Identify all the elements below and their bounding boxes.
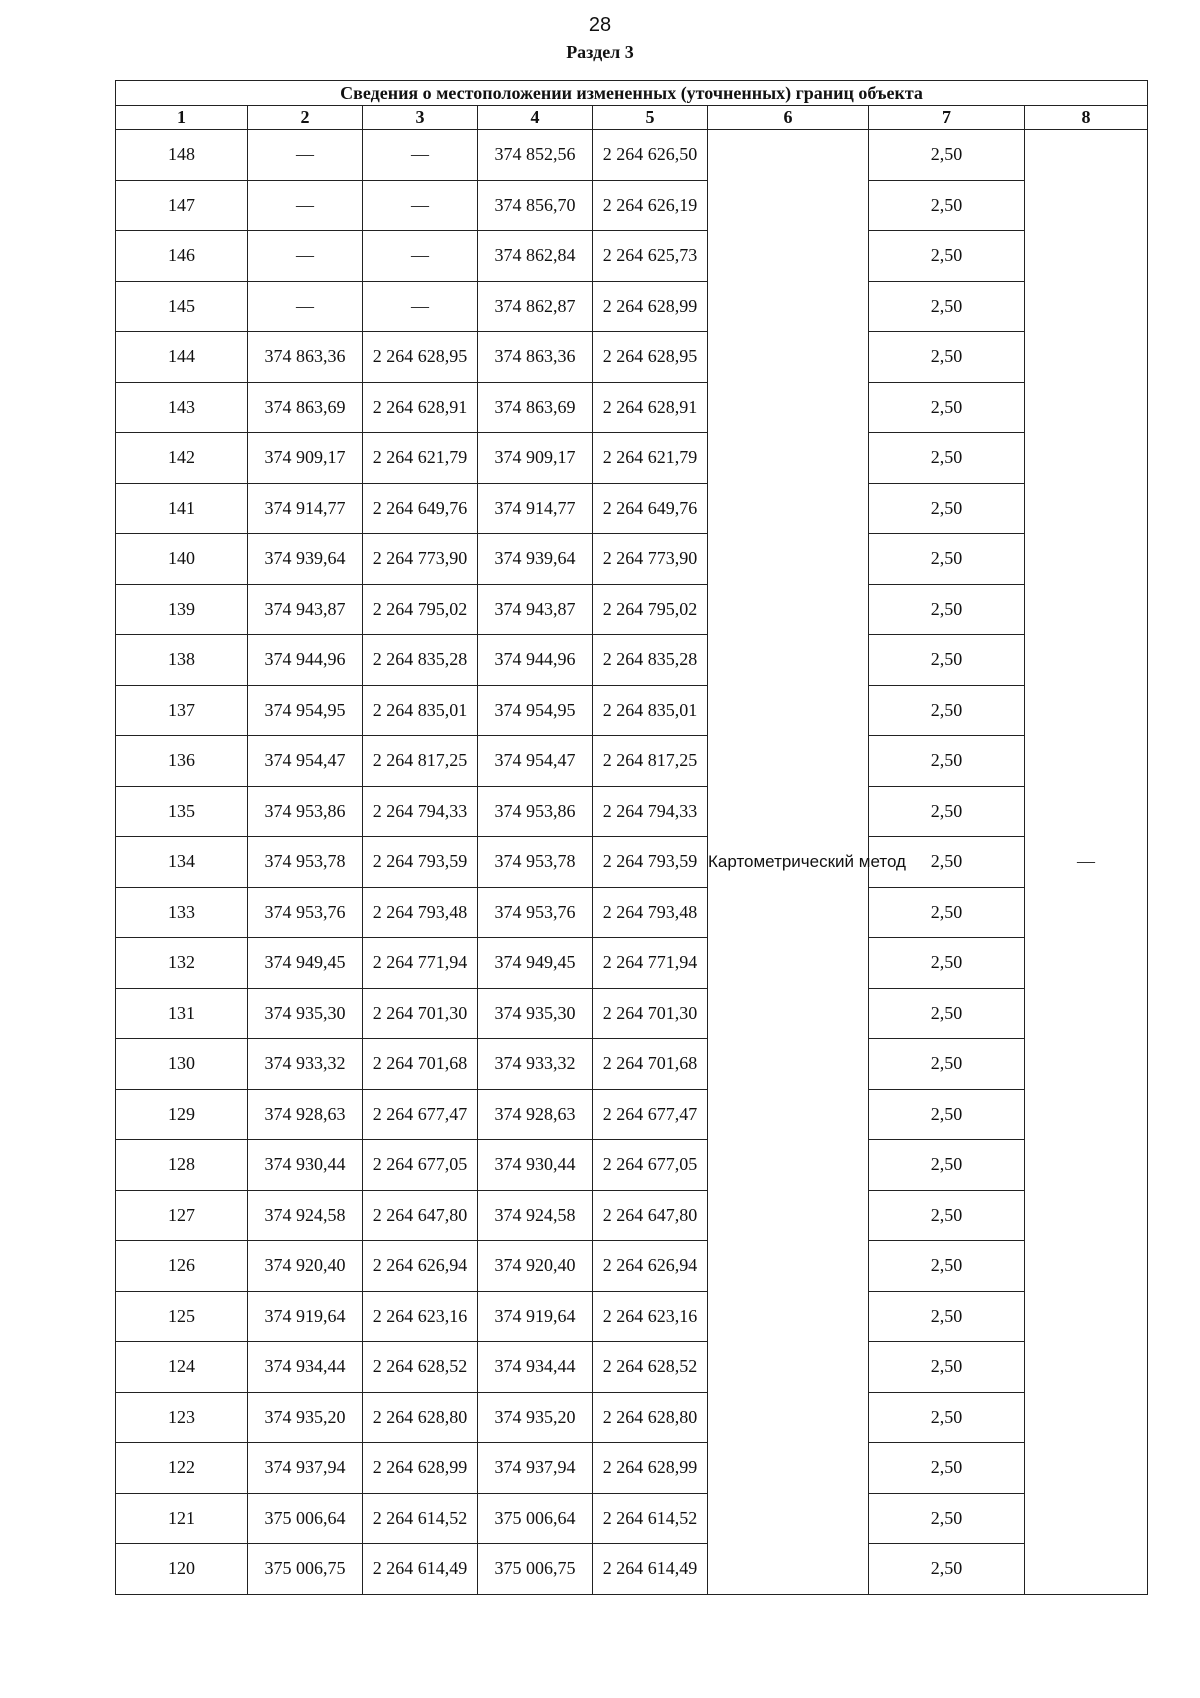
- col2-cell: 375 006,64: [248, 1493, 363, 1544]
- col3-cell: 2 264 623,16: [363, 1291, 478, 1342]
- table-row: [116, 1544, 1148, 1595]
- col3-cell: 2 264 626,94: [363, 1241, 478, 1292]
- column-number-3: 3: [363, 106, 478, 130]
- column-number-4: 4: [478, 106, 593, 130]
- col5-y-cell: 2 264 817,25: [593, 736, 708, 787]
- col4-x-cell: 374 934,44: [478, 1342, 593, 1393]
- table-row: [116, 635, 1148, 686]
- table-row: [116, 180, 1148, 231]
- col5-y-cell: 2 264 628,80: [593, 1392, 708, 1443]
- col2-cell: 374 863,69: [248, 382, 363, 433]
- accuracy-cell: 2,50: [869, 736, 1025, 787]
- table-body: [116, 130, 1148, 1595]
- point-number-cell: 134: [116, 837, 248, 888]
- col5-y-cell: 2 264 626,94: [593, 1241, 708, 1292]
- col5-y-cell: 2 264 621,79: [593, 433, 708, 484]
- col4-x-cell: 374 935,20: [478, 1392, 593, 1443]
- col5-y-cell: 2 264 701,30: [593, 988, 708, 1039]
- table-row: [116, 1089, 1148, 1140]
- accuracy-cell: 2,50: [869, 1544, 1025, 1595]
- accuracy-cell: 2,50: [869, 180, 1025, 231]
- point-number-cell: 132: [116, 938, 248, 989]
- accuracy-cell: 2,50: [869, 584, 1025, 635]
- col2-cell: —: [248, 281, 363, 332]
- col3-cell: 2 264 835,28: [363, 635, 478, 686]
- col4-x-cell: 374 856,70: [478, 180, 593, 231]
- accuracy-cell: 2,50: [869, 635, 1025, 686]
- col2-cell: 374 920,40: [248, 1241, 363, 1292]
- point-number-cell: 120: [116, 1544, 248, 1595]
- col2-cell: 374 919,64: [248, 1291, 363, 1342]
- accuracy-cell: 2,50: [869, 281, 1025, 332]
- table-row: [116, 281, 1148, 332]
- col5-y-cell: 2 264 628,52: [593, 1342, 708, 1393]
- col4-x-cell: 374 944,96: [478, 635, 593, 686]
- column-number-row: [116, 106, 1148, 130]
- col2-cell: 374 935,30: [248, 988, 363, 1039]
- point-number-cell: 137: [116, 685, 248, 736]
- table-row: [116, 382, 1148, 433]
- accuracy-cell: 2,50: [869, 685, 1025, 736]
- col5-y-cell: 2 264 701,68: [593, 1039, 708, 1090]
- col3-cell: 2 264 701,68: [363, 1039, 478, 1090]
- col3-cell: 2 264 795,02: [363, 584, 478, 635]
- col2-cell: 374 914,77: [248, 483, 363, 534]
- point-number-cell: 125: [116, 1291, 248, 1342]
- col5-y-cell: 2 264 626,19: [593, 180, 708, 231]
- col4-x-cell: 374 924,58: [478, 1190, 593, 1241]
- table-row: [116, 332, 1148, 383]
- col4-x-cell: 374 943,87: [478, 584, 593, 635]
- col3-cell: —: [363, 130, 478, 181]
- col4-x-cell: 374 909,17: [478, 433, 593, 484]
- col2-cell: —: [248, 180, 363, 231]
- table-row: [116, 1443, 1148, 1494]
- col2-cell: 374 934,44: [248, 1342, 363, 1393]
- table-row: [116, 988, 1148, 1039]
- col3-cell: 2 264 677,05: [363, 1140, 478, 1191]
- col4-x-cell: 374 920,40: [478, 1241, 593, 1292]
- col4-x-cell: 374 954,95: [478, 685, 593, 736]
- point-number-cell: 138: [116, 635, 248, 686]
- col5-y-cell: 2 264 628,91: [593, 382, 708, 433]
- col4-x-cell: 374 937,94: [478, 1443, 593, 1494]
- accuracy-cell: 2,50: [869, 1392, 1025, 1443]
- col3-cell: 2 264 835,01: [363, 685, 478, 736]
- col5-y-cell: 2 264 835,01: [593, 685, 708, 736]
- col4-x-cell: 374 933,32: [478, 1039, 593, 1090]
- col3-cell: 2 264 794,33: [363, 786, 478, 837]
- col2-cell: —: [248, 130, 363, 181]
- section-title: Раздел 3: [566, 42, 634, 62]
- col4-x-cell: 374 928,63: [478, 1089, 593, 1140]
- table-row: [116, 1493, 1148, 1544]
- accuracy-cell: 2,50: [869, 1342, 1025, 1393]
- col5-y-cell: 2 264 649,76: [593, 483, 708, 534]
- table-row: [116, 685, 1148, 736]
- table-row: [116, 736, 1148, 787]
- accuracy-cell: 2,50: [869, 1493, 1025, 1544]
- col3-cell: 2 264 628,80: [363, 1392, 478, 1443]
- table-row: [116, 1392, 1148, 1443]
- col3-cell: 2 264 628,91: [363, 382, 478, 433]
- col2-cell: 374 939,64: [248, 534, 363, 585]
- col3-cell: 2 264 628,52: [363, 1342, 478, 1393]
- col5-y-cell: 2 264 793,48: [593, 887, 708, 938]
- col2-cell: 374 954,95: [248, 685, 363, 736]
- point-number-cell: 127: [116, 1190, 248, 1241]
- col4-x-cell: 374 939,64: [478, 534, 593, 585]
- col4-x-cell: 374 863,69: [478, 382, 593, 433]
- column-number-1: 1: [116, 106, 248, 130]
- col3-cell: 2 264 614,52: [363, 1493, 478, 1544]
- col4-x-cell: 374 852,56: [478, 130, 593, 181]
- point-number-cell: 142: [116, 433, 248, 484]
- col3-cell: —: [363, 281, 478, 332]
- col5-y-cell: 2 264 647,80: [593, 1190, 708, 1241]
- col2-cell: 374 933,32: [248, 1039, 363, 1090]
- col4-x-cell: 374 953,76: [478, 887, 593, 938]
- col5-y-cell: 2 264 771,94: [593, 938, 708, 989]
- col4-x-cell: 374 862,84: [478, 231, 593, 282]
- col3-cell: 2 264 771,94: [363, 938, 478, 989]
- accuracy-cell: 2,50: [869, 938, 1025, 989]
- point-number-cell: 148: [116, 130, 248, 181]
- table-row: [116, 433, 1148, 484]
- col5-y-cell: 2 264 628,95: [593, 332, 708, 383]
- accuracy-cell: 2,50: [869, 534, 1025, 585]
- page-number: 28: [588, 14, 612, 36]
- table-row: [116, 1190, 1148, 1241]
- col2-cell: 374 943,87: [248, 584, 363, 635]
- column-number-7: 7: [869, 106, 1025, 130]
- point-number-cell: 147: [116, 180, 248, 231]
- accuracy-cell: 2,50: [869, 837, 1025, 888]
- col5-y-cell: 2 264 677,47: [593, 1089, 708, 1140]
- col3-cell: 2 264 817,25: [363, 736, 478, 787]
- point-number-cell: 128: [116, 1140, 248, 1191]
- col2-cell: 375 006,75: [248, 1544, 363, 1595]
- accuracy-cell: 2,50: [869, 1140, 1025, 1191]
- column-number-2: 2: [248, 106, 363, 130]
- point-number-cell: 143: [116, 382, 248, 433]
- col2-cell: 374 949,45: [248, 938, 363, 989]
- col3-cell: 2 264 614,49: [363, 1544, 478, 1595]
- method-cell: Картометрический метод: [708, 130, 869, 1595]
- col2-cell: 374 954,47: [248, 736, 363, 787]
- col3-cell: 2 264 773,90: [363, 534, 478, 585]
- point-number-cell: 146: [116, 231, 248, 282]
- point-number-cell: 123: [116, 1392, 248, 1443]
- col4-x-cell: 374 930,44: [478, 1140, 593, 1191]
- point-number-cell: 140: [116, 534, 248, 585]
- table-row: [116, 786, 1148, 837]
- col5-y-cell: 2 264 626,50: [593, 130, 708, 181]
- column-number-6: 6: [708, 106, 869, 130]
- table-row: [116, 837, 1148, 888]
- col5-y-cell: 2 264 628,99: [593, 1443, 708, 1494]
- col5-y-cell: 2 264 623,16: [593, 1291, 708, 1342]
- col4-x-cell: 374 953,86: [478, 786, 593, 837]
- point-number-cell: 130: [116, 1039, 248, 1090]
- point-number-cell: 135: [116, 786, 248, 837]
- col4-x-cell: 375 006,75: [478, 1544, 593, 1595]
- col2-cell: —: [248, 231, 363, 282]
- point-number-cell: 139: [116, 584, 248, 635]
- point-number-cell: 126: [116, 1241, 248, 1292]
- col3-cell: 2 264 793,59: [363, 837, 478, 888]
- accuracy-cell: 2,50: [869, 1443, 1025, 1494]
- col4-x-cell: 374 862,87: [478, 281, 593, 332]
- accuracy-cell: 2,50: [869, 1039, 1025, 1090]
- column-number-5: 5: [593, 106, 708, 130]
- col2-cell: 374 944,96: [248, 635, 363, 686]
- accuracy-cell: 2,50: [869, 1241, 1025, 1292]
- accuracy-cell: 2,50: [869, 382, 1025, 433]
- col2-cell: 374 935,20: [248, 1392, 363, 1443]
- accuracy-cell: 2,50: [869, 1190, 1025, 1241]
- col2-cell: 374 924,58: [248, 1190, 363, 1241]
- point-number-cell: 145: [116, 281, 248, 332]
- accuracy-cell: 2,50: [869, 483, 1025, 534]
- col3-cell: 2 264 649,76: [363, 483, 478, 534]
- table-caption: Сведения о местоположении измененных (уточненных) границ объекта: [116, 81, 1148, 106]
- col3-cell: 2 264 628,95: [363, 332, 478, 383]
- point-number-cell: 136: [116, 736, 248, 787]
- table-row: [116, 584, 1148, 635]
- accuracy-cell: 2,50: [869, 433, 1025, 484]
- table-row: [116, 1291, 1148, 1342]
- col3-cell: 2 264 677,47: [363, 1089, 478, 1140]
- col2-cell: 374 928,63: [248, 1089, 363, 1140]
- table-row: [116, 887, 1148, 938]
- col2-cell: 374 953,86: [248, 786, 363, 837]
- boundary-coordinates-table: [115, 80, 1148, 1595]
- col5-y-cell: 2 264 773,90: [593, 534, 708, 585]
- col2-cell: 374 953,76: [248, 887, 363, 938]
- col3-cell: 2 264 793,48: [363, 887, 478, 938]
- col2-cell: 374 937,94: [248, 1443, 363, 1494]
- point-number-cell: 141: [116, 483, 248, 534]
- col4-x-cell: 374 953,78: [478, 837, 593, 888]
- col2-cell: 374 909,17: [248, 433, 363, 484]
- accuracy-cell: 2,50: [869, 786, 1025, 837]
- col5-y-cell: 2 264 795,02: [593, 584, 708, 635]
- col2-cell: 374 863,36: [248, 332, 363, 383]
- accuracy-cell: 2,50: [869, 231, 1025, 282]
- point-number-cell: 129: [116, 1089, 248, 1140]
- col4-x-cell: 374 954,47: [478, 736, 593, 787]
- col3-cell: 2 264 647,80: [363, 1190, 478, 1241]
- col2-cell: 374 953,78: [248, 837, 363, 888]
- table-row: [116, 1241, 1148, 1292]
- col4-x-cell: 374 914,77: [478, 483, 593, 534]
- col5-y-cell: 2 264 835,28: [593, 635, 708, 686]
- accuracy-cell: 2,50: [869, 1291, 1025, 1342]
- col3-cell: 2 264 628,99: [363, 1443, 478, 1494]
- col2-cell: 374 930,44: [248, 1140, 363, 1191]
- table-row: [116, 231, 1148, 282]
- col4-x-cell: 374 919,64: [478, 1291, 593, 1342]
- accuracy-cell: 2,50: [869, 130, 1025, 181]
- accuracy-cell: 2,50: [869, 332, 1025, 383]
- point-number-cell: 124: [116, 1342, 248, 1393]
- table-row: [116, 483, 1148, 534]
- table-row: [116, 130, 1148, 181]
- table-row: [116, 1039, 1148, 1090]
- table-row: [116, 1342, 1148, 1393]
- col5-y-cell: 2 264 614,52: [593, 1493, 708, 1544]
- col3-cell: 2 264 701,30: [363, 988, 478, 1039]
- table-row: [116, 938, 1148, 989]
- col5-y-cell: 2 264 677,05: [593, 1140, 708, 1191]
- col4-x-cell: 374 935,30: [478, 988, 593, 1039]
- accuracy-cell: 2,50: [869, 887, 1025, 938]
- table-row: [116, 1140, 1148, 1191]
- col3-cell: —: [363, 231, 478, 282]
- col5-y-cell: 2 264 614,49: [593, 1544, 708, 1595]
- accuracy-cell: 2,50: [869, 988, 1025, 1039]
- point-number-cell: 131: [116, 988, 248, 1039]
- col4-x-cell: 375 006,64: [478, 1493, 593, 1544]
- col3-cell: —: [363, 180, 478, 231]
- point-number-cell: 133: [116, 887, 248, 938]
- col5-y-cell: 2 264 625,73: [593, 231, 708, 282]
- col5-y-cell: 2 264 794,33: [593, 786, 708, 837]
- col5-y-cell: 2 264 628,99: [593, 281, 708, 332]
- table-row: [116, 534, 1148, 585]
- point-number-cell: 122: [116, 1443, 248, 1494]
- col5-y-cell: 2 264 793,59: [593, 837, 708, 888]
- column-number-8: 8: [1025, 106, 1148, 130]
- accuracy-cell: 2,50: [869, 1089, 1025, 1140]
- point-number-cell: 121: [116, 1493, 248, 1544]
- point-number-cell: 144: [116, 332, 248, 383]
- col8-cell: —: [1025, 130, 1148, 1595]
- col4-x-cell: 374 863,36: [478, 332, 593, 383]
- col4-x-cell: 374 949,45: [478, 938, 593, 989]
- col3-cell: 2 264 621,79: [363, 433, 478, 484]
